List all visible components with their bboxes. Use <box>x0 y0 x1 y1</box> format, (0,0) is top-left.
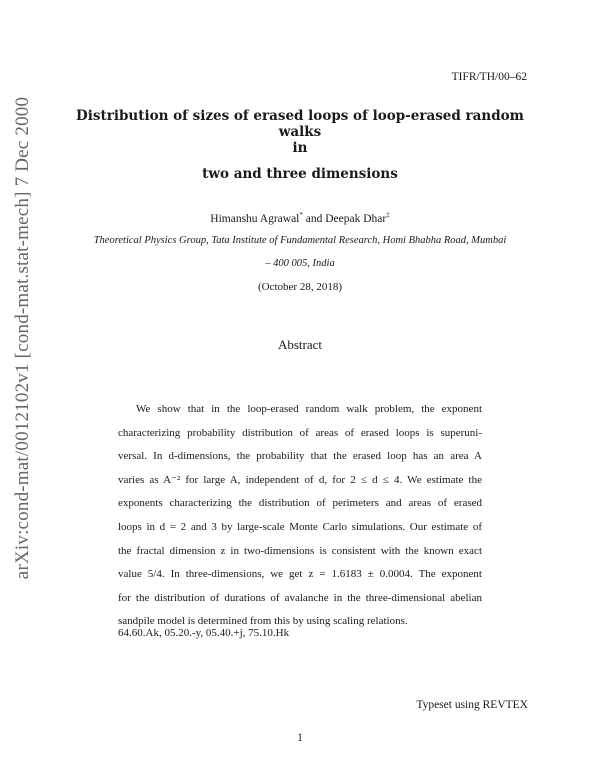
page-number: 1 <box>297 732 303 744</box>
arxiv-sidebar-identifier <box>8 58 38 618</box>
author-2-footnote-mark: ‡ <box>386 211 390 219</box>
typeset-note: Typeset using REVTEX <box>416 699 528 711</box>
report-number: TIFR/TH/00–62 <box>451 71 527 83</box>
abstract-line: characterizing probability distribution of areas of erased loops is superuni- <box>118 426 482 439</box>
author-2: Deepak Dhar <box>325 212 387 225</box>
abstract-line: We show that in the loop-erased random walk problem, the exponent <box>136 403 482 415</box>
pacs-numbers: 64.60.Ak, 05.20.-y, 05.40.+j, 75.10.Hk <box>118 627 290 639</box>
abstract-line: for the distribution of durations of avalanche in the three-dimensional abelian <box>118 591 482 604</box>
paper-title-line-1: Distribution of sizes of erased loops of loop-erased random walks <box>76 108 524 140</box>
abstract-body <box>118 398 482 634</box>
abstract-line: varies as A⁻² for large A, independent of d, for 2 ≤ d ≤ 4. We estimate the <box>118 473 482 486</box>
affiliation-line-1: Theoretical Physics Group, Tata Institute of Fundamental Research, Homi Bhabha Road, Mumbai <box>93 235 507 246</box>
paper-title-line-3: two and three dimensions <box>202 166 398 182</box>
author-1: Himanshu Agrawal <box>210 212 300 225</box>
abstract-line: exponents characterizing the distribution of perimeters and areas of erased <box>118 497 482 510</box>
abstract-line: loops in d = 2 and 3 by large-scale Monte Carlo simulations. Our estimate of <box>118 520 482 533</box>
author-separator: and <box>302 212 326 225</box>
paper-date: (October 28, 2018) <box>257 281 342 293</box>
paper-title-line-2: in <box>292 140 308 156</box>
abstract-line: versal. In d-dimensions, the probability that the erased loop has an area A <box>118 450 482 463</box>
abstract-line: value 5/4. In three-dimensions, we get z = 1.6183 ± 0.0004. The exponent <box>118 568 482 581</box>
abstract-line: the fractal dimension z in two-dimensions is consistent with the known exact <box>118 544 482 557</box>
abstract-line: sandpile model is determined from this by using scaling relations. <box>118 615 408 628</box>
authors <box>60 211 540 225</box>
arxiv-id-text: arXiv:cond-mat/0012102v1 [cond-mat.stat-mech] 7 Dec 2000 <box>12 96 33 580</box>
affiliation-line-2: – 400 005, India <box>265 258 335 269</box>
abstract-heading: Abstract <box>277 337 323 352</box>
author-1-footnote-mark: * <box>299 211 303 219</box>
